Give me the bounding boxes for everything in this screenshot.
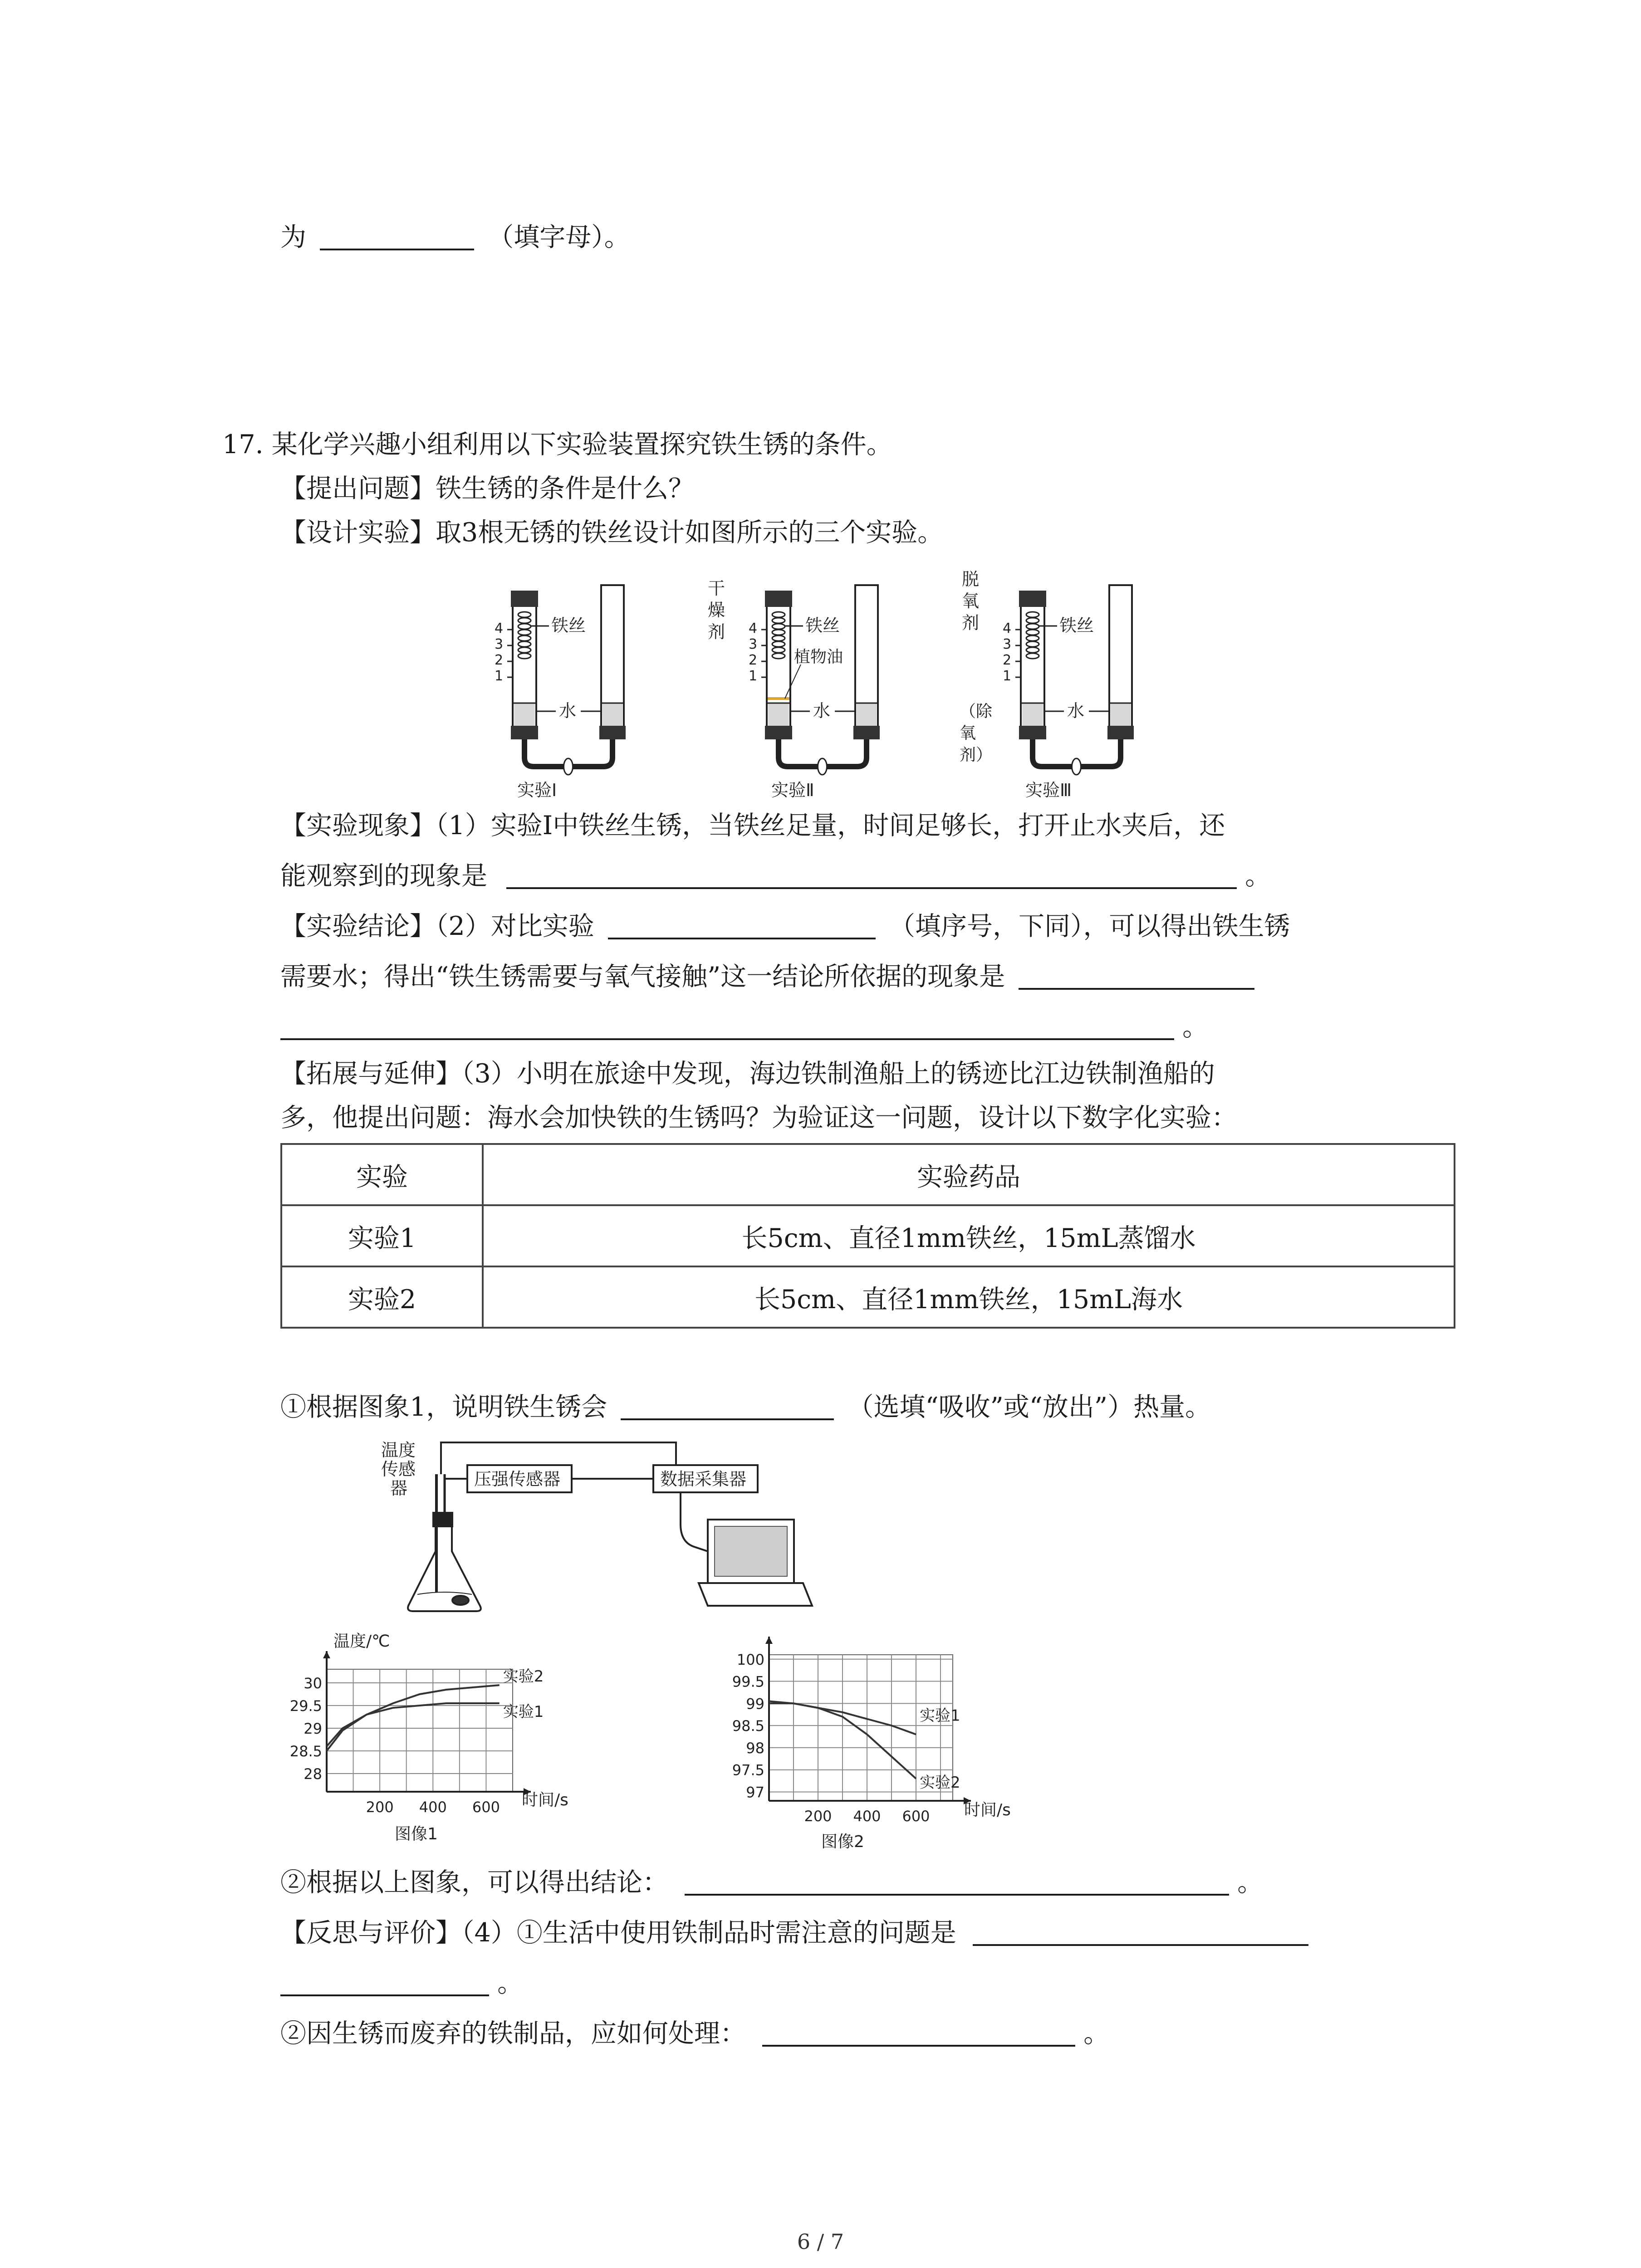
table-header-row	[281, 1144, 1455, 1205]
table-row	[281, 1205, 1455, 1266]
q17-stem: 17. 某化学兴趣小组利用以下实验装置探究铁生锈的条件。	[222, 430, 892, 459]
wire-label: 铁丝	[551, 616, 586, 635]
concl-phenomenon-blank-a[interactable]	[1019, 961, 1254, 990]
usage-answer-blank-b[interactable]	[280, 1967, 489, 1996]
obs-line2-post: 。	[1245, 861, 1271, 891]
scale-tick-label: 2	[1003, 652, 1012, 668]
collector-label: 数据采集器	[660, 1469, 747, 1489]
y-tick-label: 97.5	[732, 1761, 764, 1779]
series-label-2: 实验2	[920, 1774, 960, 1792]
chart2-title: 图像2	[821, 1833, 864, 1851]
y-axis-arrow	[323, 1651, 330, 1658]
desiccant-label: 燥	[708, 600, 725, 620]
chart2-xlabel: 时间/s	[964, 1801, 1011, 1819]
series-label-2: 实验1	[503, 1703, 544, 1721]
scale-tick-label: 4	[1003, 621, 1012, 636]
concl-pre: 【实验结论】（2）对比实验	[280, 911, 594, 941]
y-tick-label: 29	[304, 1720, 322, 1737]
scale-tick-label: 1	[495, 668, 504, 684]
series-label-1: 实验2	[503, 1667, 544, 1686]
chart2-series	[769, 1701, 960, 1792]
y-axis-arrow	[765, 1637, 773, 1644]
chart-1	[277, 1628, 622, 1846]
q3a-line	[280, 1389, 1211, 1425]
concl-line3-post: 。	[1182, 1012, 1209, 1042]
y-tick-label: 97	[746, 1784, 764, 1801]
q17-ext-line2: 多，他提出问题：海水会加快铁的生锈吗？为验证这一问题，设计以下数字化实验：	[280, 1103, 1237, 1133]
deoxidizer-label: 剂	[962, 613, 980, 633]
pressure-sensor-label: 压强传感器	[474, 1469, 561, 1489]
apparatus-figure	[472, 567, 1334, 803]
x-tick-label: 400	[419, 1799, 447, 1816]
wire-to-laptop	[681, 1492, 708, 1551]
temp-sensor-label-line: 温度	[381, 1440, 416, 1460]
oil-label: 植物油	[794, 648, 843, 666]
rubber-stopper	[511, 591, 538, 607]
q3b-line	[280, 1864, 1263, 1901]
conical-flask	[408, 1513, 481, 1611]
reflect-pre: 【反思与评价】（4）①生活中使用铁制品时需注意的问题是	[280, 1918, 956, 1948]
desiccant-label: 剂	[708, 622, 725, 642]
bottom-stopper	[1019, 726, 1046, 739]
bottom-stopper	[599, 726, 626, 739]
q4-line3	[280, 2015, 1109, 2052]
water-label: 水	[559, 701, 577, 721]
q4-line1	[280, 1915, 1308, 1951]
prev-answer-blank[interactable]	[320, 221, 474, 250]
q17-concl-line3	[280, 1009, 1208, 1045]
dispose-answer-blank[interactable]	[762, 2018, 1075, 2047]
concl-post: （填序号，下同），可以得出铁生锈	[889, 911, 1290, 941]
bottom-stopper	[1107, 726, 1134, 739]
scale-tick-label: 1	[1003, 668, 1012, 684]
scale-tick-label: 3	[749, 636, 758, 652]
y-tick-label: 28.5	[289, 1743, 322, 1760]
desiccant-label: 干	[708, 578, 725, 598]
y-tick-label: 98	[746, 1739, 764, 1757]
q3b-post: 。	[1237, 1867, 1264, 1897]
table-header-cell: 实验药品	[483, 1144, 1455, 1205]
prev-answer-line	[280, 219, 630, 255]
q17-obs-line1: 【实验现象】（1）实验Ⅰ中铁丝生锈，当铁丝足量，时间足够长，打开止水夹后，还	[280, 811, 1225, 841]
chart2-ticks	[732, 1651, 930, 1825]
table-cell: 长5cm、直径1mm铁丝，15mL蒸馏水	[483, 1205, 1455, 1266]
prev-tail-post: （填字母）。	[488, 222, 630, 252]
y-tick-label: 29.5	[289, 1697, 322, 1715]
x-tick-label: 200	[366, 1799, 394, 1816]
temp-sensor-label-line: 器	[390, 1478, 408, 1498]
concl-compare-blank[interactable]	[608, 910, 876, 939]
temp-sensor-label-line: 传感	[381, 1459, 416, 1479]
clamp	[818, 758, 827, 775]
chart1-series	[327, 1667, 544, 1751]
q17-concl-line2	[280, 958, 1254, 995]
wire-label: 铁丝	[805, 616, 840, 635]
x-tick-label: 400	[853, 1808, 881, 1825]
dispose-post: 。	[1083, 2019, 1110, 2048]
table-cell: 长5cm、直径1mm铁丝，15mL海水	[483, 1266, 1455, 1328]
q17-obs-line2	[280, 858, 1271, 894]
temp-sensor-label	[381, 1440, 416, 1498]
q3a-post: （选填“吸收”或“放出”）热量。	[847, 1392, 1211, 1422]
deoxidizer-note: 剂）	[960, 746, 993, 764]
wire-label: 铁丝	[1059, 616, 1094, 635]
water-label: 水	[1067, 701, 1085, 721]
rubber-stopper	[1019, 591, 1046, 607]
bottom-stopper	[853, 726, 880, 739]
x-tick-label: 600	[902, 1808, 930, 1825]
table-header-cell: 实验	[281, 1144, 483, 1205]
apparatus-caption: 实验Ⅱ	[771, 780, 814, 800]
y-tick-label: 28	[304, 1765, 322, 1783]
x-tick-label: 200	[804, 1808, 832, 1825]
rubber-stopper	[765, 591, 792, 607]
chart1-ticks	[290, 1675, 500, 1816]
apparatus-2	[708, 578, 880, 800]
deoxidizer-note: （除	[960, 702, 993, 721]
dispose-pre: ②因生锈而废弃的铁制品，应如何处理：	[280, 2019, 746, 2048]
chart1-xlabel: 时间/s	[522, 1791, 568, 1809]
table-row	[281, 1266, 1455, 1328]
usage-answer-blank-a[interactable]	[973, 1917, 1308, 1946]
bottom-stopper	[765, 726, 792, 739]
scale-tick-label: 3	[495, 636, 504, 652]
y-tick-label: 100	[736, 1651, 764, 1668]
scale-tick-label: 4	[749, 621, 758, 636]
scale-tick-label: 1	[749, 668, 758, 684]
reagent-table	[280, 1143, 1455, 1329]
y-tick-label: 30	[304, 1675, 322, 1692]
concl-line2: 需要水；得出“铁生锈需要与氧气接触”这一结论所依据的现象是	[280, 962, 1005, 992]
reflect-line2-post: 。	[497, 1968, 524, 1998]
q17-problem: 【提出问题】铁生锈的条件是什么？	[280, 474, 694, 503]
chart1-ylabel: 温度/℃	[333, 1632, 390, 1651]
heat-answer-blank[interactable]	[621, 1391, 834, 1420]
y-tick-label: 99.5	[732, 1673, 764, 1691]
series-line-1	[327, 1685, 500, 1751]
series-label-1: 实验1	[920, 1706, 960, 1725]
bottom-stopper	[511, 726, 538, 739]
q3a-pre: ①根据图象1，说明铁生锈会	[280, 1392, 607, 1422]
obs-line2-pre: 能观察到的现象是	[280, 861, 487, 891]
q17-ext-line1: 【拓展与延伸】（3）小明在旅途中发现，海边铁制渔船上的锈迹比江边铁制渔船的	[280, 1059, 1215, 1089]
scale-tick-label: 3	[1003, 636, 1012, 652]
water-label: 水	[813, 701, 831, 721]
apparatus-caption: 实验Ⅲ	[1025, 780, 1072, 800]
obs-answer-blank[interactable]	[506, 860, 1237, 889]
chart1-grid	[327, 1669, 513, 1792]
apparatus-caption: 实验Ⅰ	[517, 780, 557, 800]
deoxidizer-note: 氧	[960, 724, 976, 743]
page-number: 6 / 7	[797, 2229, 844, 2254]
clamp	[1072, 758, 1081, 775]
conclusion-answer-blank[interactable]	[685, 1867, 1229, 1896]
deoxidizer-label: 氧	[962, 591, 980, 611]
apparatus-1	[495, 585, 626, 800]
chart1-title: 图像1	[395, 1825, 438, 1843]
table-cell: 实验1	[281, 1205, 483, 1266]
q3b-pre: ②根据以上图象，可以得出结论：	[280, 1867, 668, 1897]
table-cell: 实验2	[281, 1266, 483, 1328]
scale-tick-label: 2	[749, 652, 758, 668]
sensor-setup-figure	[363, 1433, 817, 1624]
clamp	[564, 758, 573, 775]
apparatus-3	[960, 569, 1134, 800]
scale-tick-label: 4	[495, 621, 504, 636]
deoxidizer-label: 脱	[962, 569, 980, 589]
chart-2	[717, 1628, 1062, 1855]
y-tick-label: 99	[746, 1695, 764, 1713]
q4-line2	[280, 1965, 523, 2001]
q17-design: 【设计实验】取3根无锈的铁丝设计如图所示的三个实验。	[280, 518, 944, 547]
q17-concl-line1	[280, 908, 1290, 944]
laptop-icon	[699, 1520, 812, 1606]
y-tick-label: 98.5	[732, 1717, 764, 1735]
scale-tick-label: 2	[495, 652, 504, 668]
prev-tail-pre: 为	[280, 222, 306, 252]
concl-phenomenon-blank-b[interactable]	[280, 1011, 1174, 1040]
x-tick-label: 600	[472, 1799, 500, 1816]
